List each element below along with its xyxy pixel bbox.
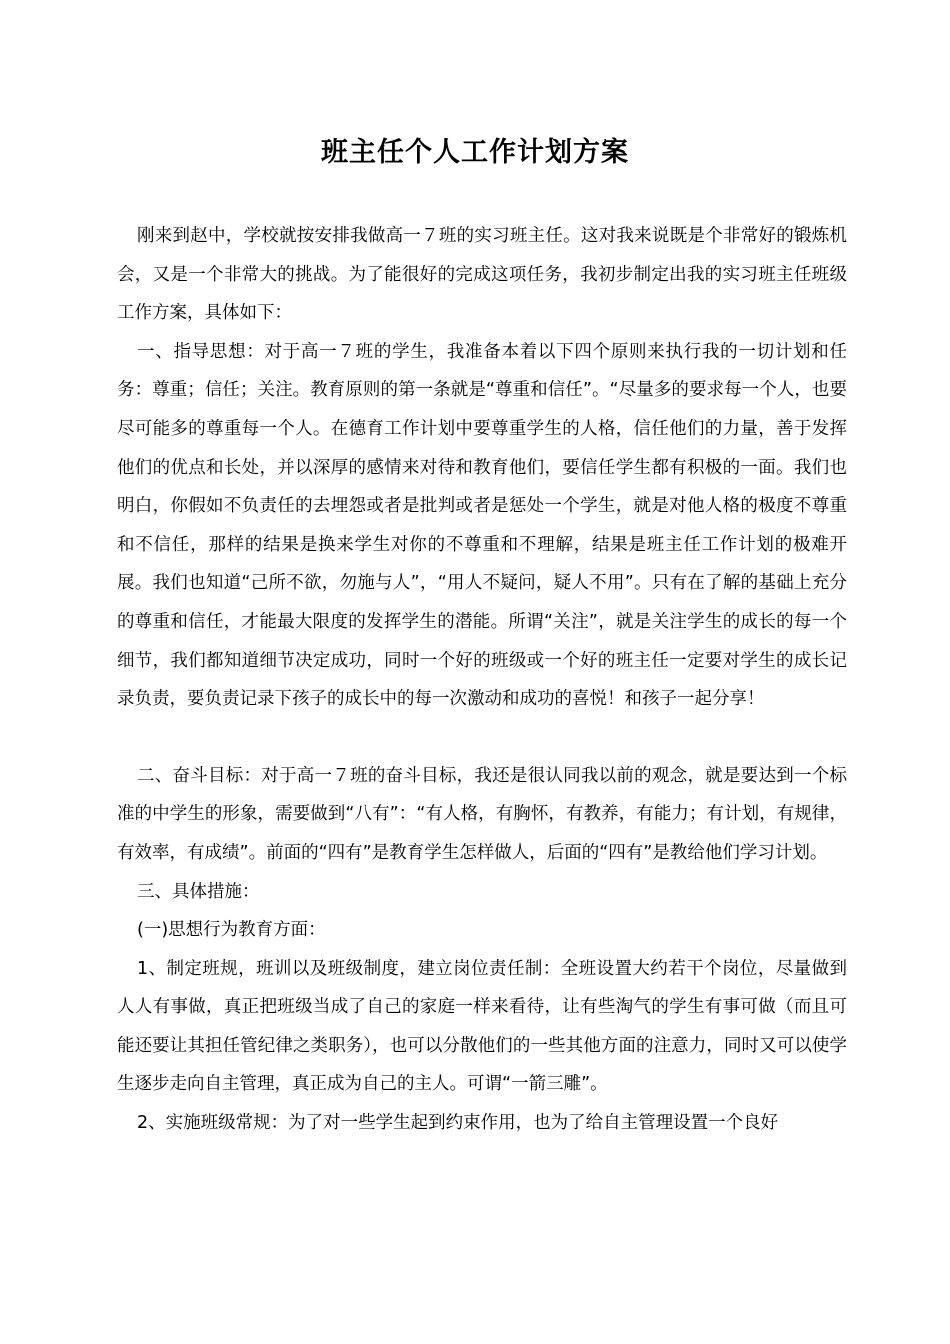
heading-measures: 三、具体措施： <box>137 881 260 902</box>
paragraph-goals: 二、奋斗目标：对于高一７班的奋斗目标，我还是很认同我以前的观念，就是要达到一个标准的中学生的形象，需要做到“八有”：“有人格，有胸怀，有教养，有能力；有计划，有规律，有效率，有成绩”。前面的“四有”是教育学生怎样做人，后面的“四有”是教给他们学习计划。 <box>117 765 847 863</box>
document-body <box>117 217 847 1143</box>
paragraph-spacer <box>117 719 847 757</box>
paragraph-intro: 刚来到赵中，学校就按安排我做高一７班的实习班主任。这对我来说既是个非常好的锻炼机会，又是一个非常大的挑战。为了能很好的完成这项任务，我初步制定出我的实习班主任班级工作方案，具体如下： <box>117 226 847 324</box>
paragraph-measure-2: 2、实施班级常规：为了对一些学生起到约束作用，也为了给自主管理设置一个良好 <box>137 1113 779 1134</box>
paragraph-measure-1: 1、制定班规，班训以及班级制度，建立岗位责任制：全班设置大约若干个岗位，尽量做到人人有事做，真正把班级当成了自己的家庭一样来看待，让有些淘气的学生有事可做（而且可能还要让其担任管纪律之类职务），也可以分散他们的一些其他方面的注意力，同时又可以使学生逐步走向自主管理，真正成为自己的主人。可谓“一箭三雕”。 <box>117 958 847 1095</box>
paragraph-guiding-principles: 一、指导思想：对于高一７班的学生，我准备本着以下四个原则来执行我的一切计划和任务：尊重；信任；关注。教育原则的第一条就是“尊重和信任”。“尽量多的要求每一个人，也要尽可能多的尊重每一个人。在德育工作计划中要尊重学生的人格，信任他们的力量，善于发挥他们的优点和长处，并以深厚的感情来对待和教育他们，要信任学生都有积极的一面。我们也明白，你假如不负责任的去埋怨或者是批判或者是惩处一个学生，就是对他人格的极度不尊重和不信任，那样的结果是换来学生对你的不尊重和不理解，结果是班主任工作计划的极难开展。我们也知道“己所不欲，勿施与人”，“用人不疑问，疑人不用”。只有在了解的基础上充分的尊重和信任，才能最大限度的发挥学生的潜能。所谓“关注”，就是关注学生的成长的每一个细节，我们都知道细节决定成功，同时一个好的班级或一个好的班主任一定要对学生的成长记录负责，要负责记录下孩子的成长中的每一次激动和成功的喜悦！和孩子一起分享！ <box>117 341 847 710</box>
document-title: 班主任个人工作计划方案 <box>321 137 629 168</box>
subheading-ideology-behavior: (一)思想行为教育方面： <box>137 920 326 941</box>
